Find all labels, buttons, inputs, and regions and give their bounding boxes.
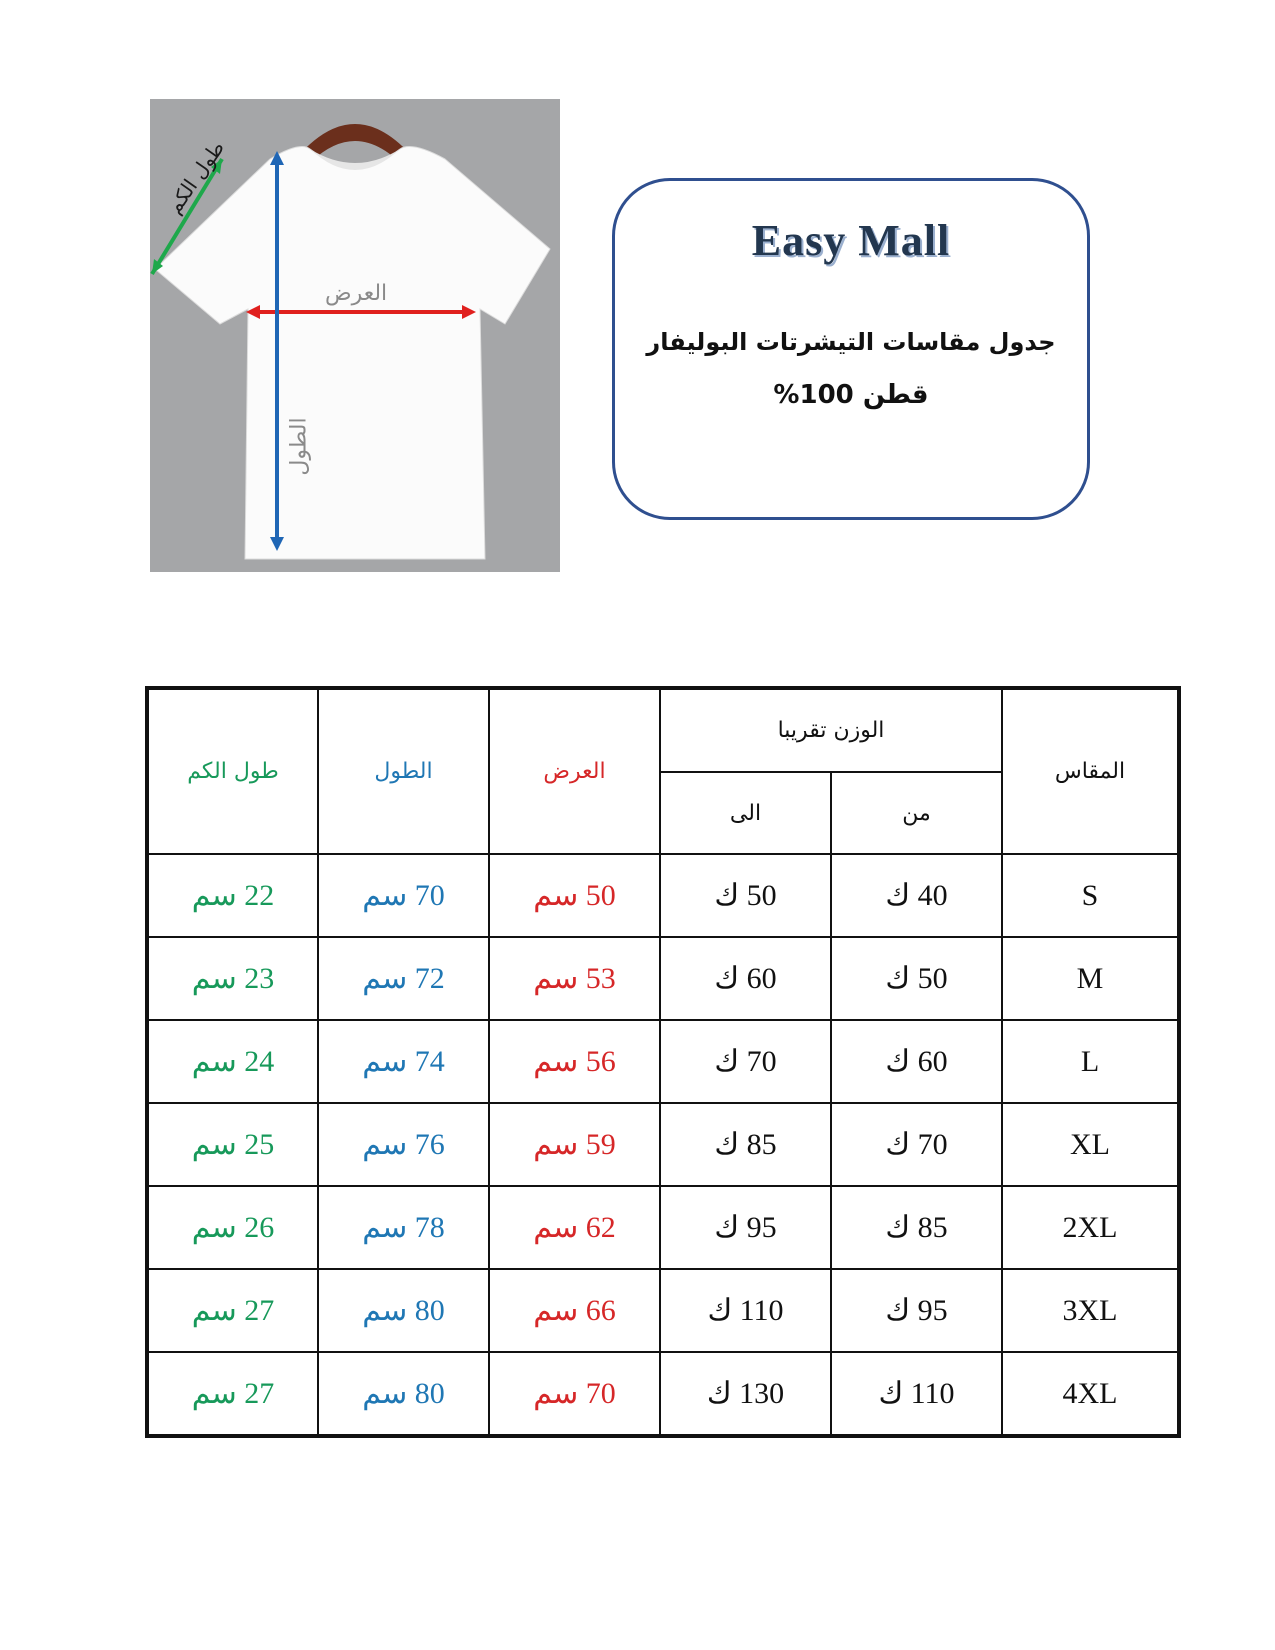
- width-cell: 53 سم: [489, 937, 660, 1020]
- sleeve-cell: 25 سم: [147, 1103, 318, 1186]
- length-cell: 78 سم: [318, 1186, 489, 1269]
- weight-to-cell: 130 ك: [660, 1352, 831, 1436]
- length-cell: 74 سم: [318, 1020, 489, 1103]
- width-cell: 50 سم: [489, 854, 660, 937]
- table-row: [147, 1186, 1179, 1269]
- size-table: [145, 686, 1181, 1438]
- table-row: [147, 854, 1179, 937]
- weight-from-cell: 50 ك: [831, 937, 1002, 1020]
- length-cell: 76 سم: [318, 1103, 489, 1186]
- sleeve-label: طول الكم: [161, 136, 230, 218]
- table-row: [147, 1269, 1179, 1352]
- width-cell: 70 سم: [489, 1352, 660, 1436]
- weight-to-cell: 60 ك: [660, 937, 831, 1020]
- width-cell: 66 سم: [489, 1269, 660, 1352]
- sleeve-cell: 27 سم: [147, 1352, 318, 1436]
- weight-from-cell: 60 ك: [831, 1020, 1002, 1103]
- weight-to-cell: 85 ك: [660, 1103, 831, 1186]
- header-weight-group: الوزن تقريبا: [660, 688, 1002, 772]
- sleeve-cell: 26 سم: [147, 1186, 318, 1269]
- material-label: قطن 100%: [773, 380, 929, 410]
- length-cell: 80 سم: [318, 1269, 489, 1352]
- width-cell: 59 سم: [489, 1103, 660, 1186]
- weight-from-cell: 110 ك: [831, 1352, 1002, 1436]
- weight-from-cell: 85 ك: [831, 1186, 1002, 1269]
- length-label: الطول: [286, 417, 312, 476]
- brand-name: Easy Mall: [751, 216, 951, 265]
- tshirt-icon: [155, 147, 550, 559]
- size-cell: 2XL: [1002, 1186, 1179, 1269]
- header-size: المقاس: [1002, 688, 1179, 854]
- sleeve-cell: 23 سم: [147, 937, 318, 1020]
- header-width: العرض: [489, 688, 660, 854]
- tshirt-measurement-image: [150, 99, 560, 572]
- brand-box: [612, 178, 1090, 520]
- weight-to-cell: 70 ك: [660, 1020, 831, 1103]
- sleeve-cell: 22 سم: [147, 854, 318, 937]
- size-cell: M: [1002, 937, 1179, 1020]
- size-cell: XL: [1002, 1103, 1179, 1186]
- table-row: [147, 937, 1179, 1020]
- weight-to-cell: 50 ك: [660, 854, 831, 937]
- size-cell: L: [1002, 1020, 1179, 1103]
- weight-from-cell: 95 ك: [831, 1269, 1002, 1352]
- table-row: [147, 1103, 1179, 1186]
- table-row: [147, 1020, 1179, 1103]
- chart-subtitle: جدول مقاسات التيشرتات البوليفار: [646, 328, 1056, 356]
- size-cell: 4XL: [1002, 1352, 1179, 1436]
- size-cell: 3XL: [1002, 1269, 1179, 1352]
- header-sleeve: طول الكم: [147, 688, 318, 854]
- length-cell: 80 سم: [318, 1352, 489, 1436]
- weight-from-cell: 40 ك: [831, 854, 1002, 937]
- width-cell: 56 سم: [489, 1020, 660, 1103]
- sleeve-cell: 24 سم: [147, 1020, 318, 1103]
- header-weight-to: الى: [660, 772, 831, 854]
- length-cell: 70 سم: [318, 854, 489, 937]
- weight-to-cell: 110 ك: [660, 1269, 831, 1352]
- size-cell: S: [1002, 854, 1179, 937]
- header-weight-from: من: [831, 772, 1002, 854]
- weight-to-cell: 95 ك: [660, 1186, 831, 1269]
- weight-from-cell: 70 ك: [831, 1103, 1002, 1186]
- length-cell: 72 سم: [318, 937, 489, 1020]
- table-row: [147, 1352, 1179, 1436]
- sleeve-cell: 27 سم: [147, 1269, 318, 1352]
- header-length: الطول: [318, 688, 489, 854]
- width-label: العرض: [325, 281, 388, 306]
- width-cell: 62 سم: [489, 1186, 660, 1269]
